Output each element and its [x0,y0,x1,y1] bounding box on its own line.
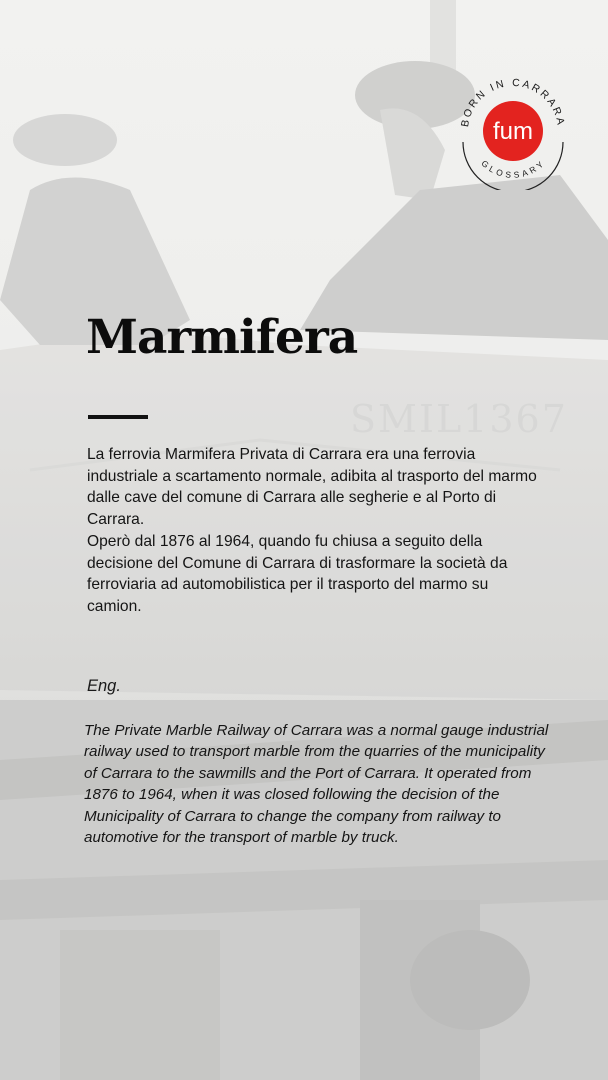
italian-paragraph-1: La ferrovia Marmifera Privata di Carrara era una ferrovia industriale a scartamento normale, adibita al trasporto del marmo dalle cave del comune di Carrara alle segherie e al Porto di Carrara. [87,446,537,529]
italian-paragraph-2: Operò dal 1876 al 1964, quando fu chiusa a seguito della decisione del Comune di Carrara di trasformare la società da ferroviaria ad automobilistica per il trasporto del marmo su camion. [87,532,508,615]
title-divider [88,415,148,419]
logo-ring-top-text: BORN IN CARRARA [459,76,567,128]
logo-ring-bottom-text: GLOSSARY [479,158,547,180]
page-title: Marmifera [86,310,358,365]
brand-logo [454,72,572,190]
english-description: The Private Marble Railway of Carrara was a normal gauge industrial railway used to transport marble from the quarries of the municipality of Carrara to the sawmills and the Port of Carrara. It operated from 1876 to 1964, when it was closed following the decision of the Municipality of Carrara to change the company from railway to automotive for the transport of marble by truck. [84,722,549,847]
svg-text:SMIL1367: SMIL1367 [350,397,568,441]
english-label: Eng. [87,677,121,695]
logo-mark: fum [492,118,534,145]
italian-description [87,444,547,618]
